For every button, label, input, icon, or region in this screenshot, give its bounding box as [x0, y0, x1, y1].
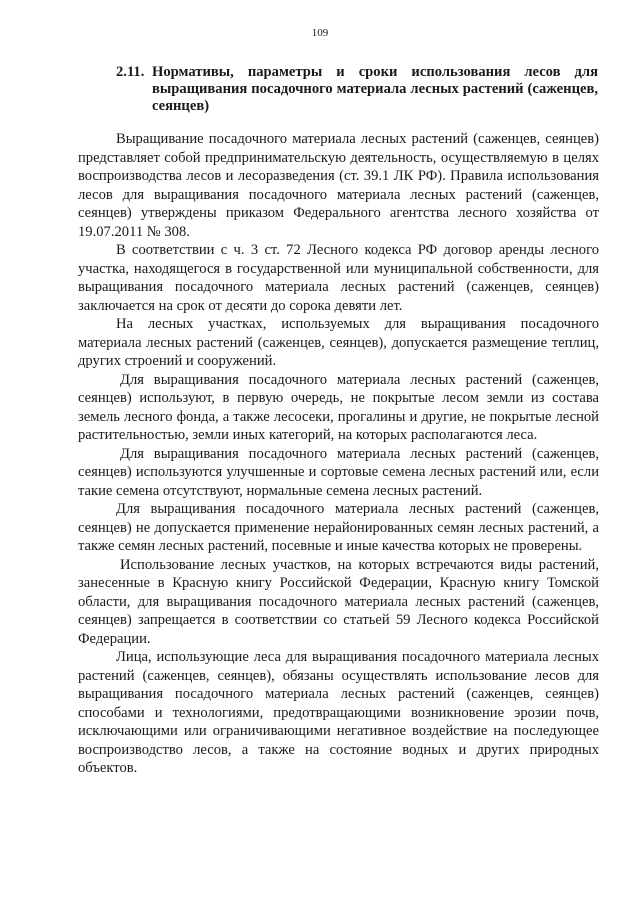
- paragraph: Для выращивания посадочного материала лесных растений (саженцев, сеянцев) используются улучшенные и сортовые семена лесных растений или, если такие семена отсутствуют, нормальные семена лесных растений.: [78, 445, 599, 499]
- paragraph: В соответствии с ч. 3 ст. 72 Лесного кодекса РФ договор аренды лесного участка, находящегося в государственной или муниципальной собственности, для выращивания посадочного материала лесных растений (саженцев, сеянцев) заключается на срок от десяти до сорока девяти лет.: [78, 242, 599, 314]
- document-body: [78, 130, 599, 778]
- paragraph: Для выращивания посадочного материала лесных растений (саженцев, сеянцев) не допускается применение нерайонированных семян лесных растений, а также семян лесных растений, посевные и иные качества которых не проверены.: [78, 501, 599, 554]
- section-title: Нормативы, параметры и сроки использования лесов для выращивания посадочного материала лесных растений (саженцев, сеянцев): [152, 64, 598, 114]
- section-heading: [116, 64, 598, 115]
- paragraph: Использование лесных участков, на которых встречаются виды растений, занесенные в Красную книгу Российской Федерации, Красную книгу Томской области, для выращивания посадочного материала лесных растений (саженцев, сеянцев) запрещается в соответствии со статьей 59 Лесного кодекса Российской Федерации.: [78, 556, 599, 647]
- section-number: 2.11.: [116, 64, 145, 80]
- page-number: 109: [311, 27, 329, 39]
- paragraph: Выращивание посадочного материала лесных растений (саженцев, сеянцев) представляет собой предпринимательскую деятельность, осуществляемую в целях воспроизводства лесов и лесоразведения (ст. 39.1 ЛК РФ). Правила использования лесов для выращивания посадочного материала лесных растений (саженцев, сеянцев) утверждены приказом Федерального агентства лесного хозяйства от 19.07.2011 № 308.: [78, 131, 599, 240]
- paragraph: Лица, использующие леса для выращивания посадочного материала лесных растений (саженцев, сеянцев), обязаны осуществлять использование лесов для выращивания посадочного материала лесных растений (саженцев, сеянцев) способами и технологиями, предотвращающими возникновение эрозии почв, исключающими или ограничивающими негативное воздействие на последующее воспроизводство лесов, а также на состояние водных и других природных объектов.: [78, 649, 599, 776]
- paragraph: На лесных участках, используемых для выращивания посадочного материала лесных растений (саженцев, сеянцев), допускается размещение теплиц, других строений и сооружений.: [78, 316, 599, 369]
- paragraph: Для выращивания посадочного материала лесных растений (саженцев, сеянцев) используют, в первую очередь, не покрытые лесом земли из состава земель лесного фонда, а также лесосеки, прогалины и другие, не покрытые лесной растительностью, земли иных категорий, на которых располагаются леса.: [78, 371, 599, 443]
